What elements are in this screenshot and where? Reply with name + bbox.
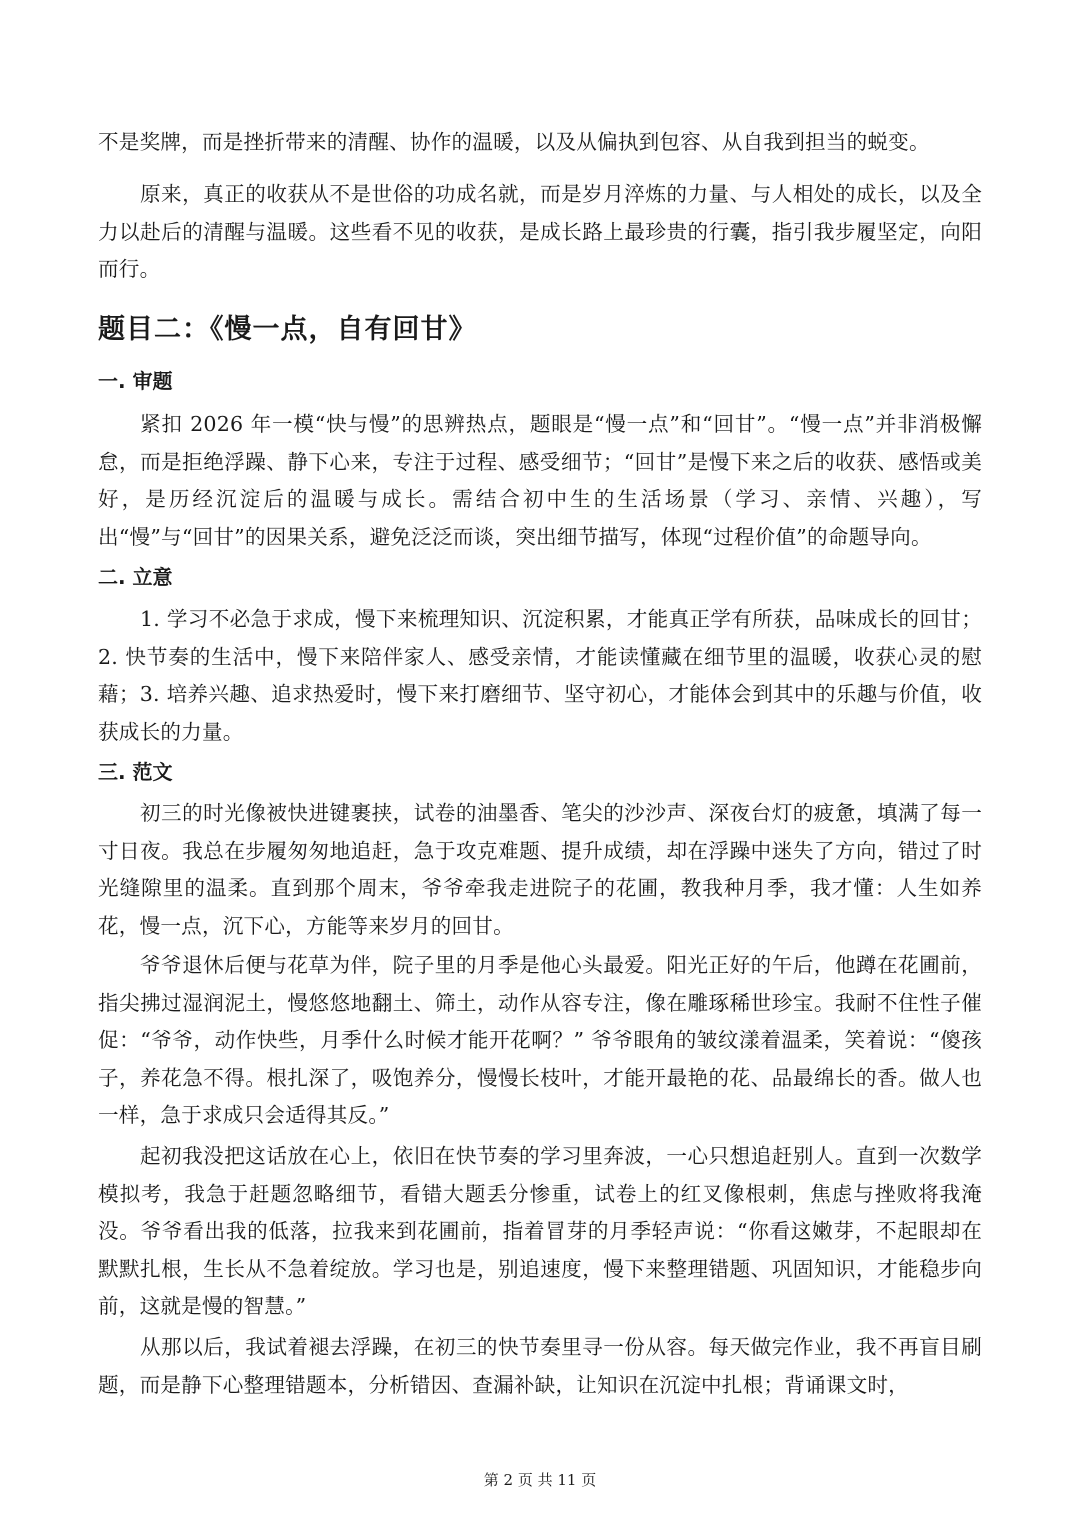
essay-paragraph: 起初我没把这话放在心上，依旧在快节奏的学习里奔波，一心只想追赶别人。直到一次数学模拟考，我急于赶题忽略细节，看错大题丢分惨重，试卷上的红叉像根刺，焦虑与挫败将我淹没。爷爷看出我的低落，拉我来到花圃前，指着冒芽的月季轻声说：“你看这嫩芽，不起眼却在默默扎根，生长从不急着绽放。学习也是，别追速度，慢下来整理错题、巩固知识，才能稳步向前，这就是慢的智慧。”	[98, 1144, 982, 1318]
section-body-review: 紧扣 2026 年一模“快与慢”的思辨热点，题眼是“慢一点”和“回甘”。“慢一点”并非消极懈怠，而是拒绝浮躁、静下心来，专注于过程、感受细节；“回甘”是慢下来之后的收获、感悟或美好，是历经沉淀后的温暖与成长。需结合初中生的生活场景（学习、亲情、兴趣），写出“慢”与“回甘”的因果关系，避免泛泛而谈，突出细节描写，体现“过程价值”的命题导向。	[98, 412, 982, 549]
section-heading-theme: 二. 立意	[98, 565, 173, 589]
essay-paragraph: 从那以后，我试着褪去浮躁，在初三的快节奏里寻一份从容。每天做完作业，我不再盲目刷题，而是静下心整理错题本，分析错因、查漏补缺，让知识在沉淀中扎根；背诵课文时，	[98, 1335, 982, 1397]
section-heading-review: 一. 审题	[98, 369, 173, 393]
paragraph-continuation: 不是奖牌，而是挫折带来的清醒、协作的温暖，以及从偏执到包容、从自我到担当的蜕变。	[98, 130, 930, 154]
page-title: 题目二：《慢一点，自有回甘》	[98, 314, 477, 345]
section-heading-essay: 三. 范文	[98, 760, 173, 784]
paragraph-conclusion: 原来，真正的收获从不是世俗的功成名就，而是岁月淬炼的力量、与人相处的成长，以及全力以赴后的清醒与温暖。这些看不见的收获，是成长路上最珍贵的行囊，指引我步履坚定，向阳而行。	[98, 182, 982, 281]
page-number-footer: 第 2 页 共 11 页	[483, 1471, 597, 1489]
section-body-theme: 1. 学习不必急于求成，慢下来梳理知识、沉淀积累，才能真正学有所获，品味成长的回甘；2. 快节奏的生活中，慢下来陪伴家人、感受亲情，才能读懂藏在细节里的温暖，收获心灵的慰藉；3. 培养兴趣、追求热爱时，慢下来打磨细节、坚守初心，才能体会到其中的乐趣与价值，收获成长的力量。	[98, 607, 982, 744]
essay-paragraph: 初三的时光像被快进键裹挟，试卷的油墨香、笔尖的沙沙声、深夜台灯的疲惫，填满了每一寸日夜。我总在步履匆匆地追赶，急于攻克难题、提升成绩，却在浮躁中迷失了方向，错过了时光缝隙里的温柔。直到那个周末，爷爷牵我走进院子的花圃，教我种月季，我才懂：人生如养花，慢一点，沉下心，方能等来岁月的回甘。	[98, 801, 982, 938]
essay-paragraph: 爷爷退休后便与花草为伴，院子里的月季是他心头最爱。阳光正好的午后，他蹲在花圃前，指尖拂过湿润泥土，慢悠悠地翻土、筛土，动作从容专注，像在雕琢稀世珍宝。我耐不住性子催促：“爷爷，动作快些，月季什么时候才能开花啊？” 爷爷眼角的皱纹漾着温柔，笑着说：“傻孩子，养花急不得。根扎深了，吸饱养分，慢慢长枝叶，才能开最艳的花、品最绵长的香。做人也一样，急于求成只会适得其反。”	[98, 953, 982, 1127]
